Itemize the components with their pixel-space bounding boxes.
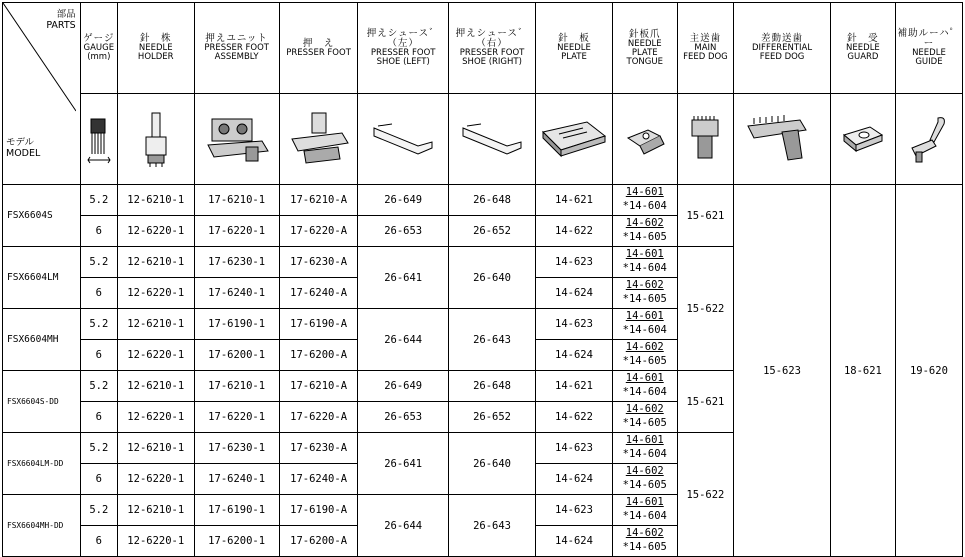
needle-holder-cell: 12-6210-1 [117, 495, 194, 526]
shoe-left-cell: 26-653 [358, 216, 448, 247]
shoe-right-cell: 26-643 [448, 309, 535, 371]
plate-tongue-cell: 14-601 *14-604 [612, 247, 677, 278]
needle-holder-cell: 12-6210-1 [117, 185, 194, 216]
gauge-value: 6 [80, 402, 117, 433]
gauge-value: 6 [80, 340, 117, 371]
presser-assembly-cell: 17-6200-1 [194, 340, 279, 371]
col-needle-guide-header: 補助ルーハ゜ ー NEEDLE GUIDE [895, 3, 962, 94]
needle-guide-icon [904, 112, 954, 167]
model-name: FSX6604LM [3, 247, 81, 309]
needle-holder-cell: 12-6220-1 [117, 464, 194, 495]
needle-holder-cell: 12-6220-1 [117, 278, 194, 309]
main-feed-dog-cell: 15-622 [677, 247, 733, 371]
col-needle-holder-header: 針 株 NEEDLE HOLDER [117, 3, 194, 94]
shoe-right-icon [457, 114, 527, 164]
needle-plate-cell: 14-623 [536, 495, 613, 526]
shoe-left-cell: 26-641 [358, 247, 448, 309]
plate-tongue-cell: 14-601 *14-604 [612, 185, 677, 216]
needle-holder-cell: 12-6220-1 [117, 216, 194, 247]
plate-tongue-cell: 14-601 *14-604 [612, 309, 677, 340]
needle-holder-cell: 12-6210-1 [117, 247, 194, 278]
needle-plate-cell: 14-622 [536, 402, 613, 433]
gauge-needles-icon [84, 114, 114, 164]
needle-plate-cell: 14-624 [536, 340, 613, 371]
presser-assembly-cell: 17-6240-1 [194, 278, 279, 309]
presser-foot-cell: 17-6210-A [279, 371, 358, 402]
shoe-right-cell: 26-648 [448, 371, 535, 402]
presser-assembly-cell: 17-6190-1 [194, 309, 279, 340]
model-label: モデル MODEL [6, 137, 41, 159]
model-name: FSX6604S-DD [3, 371, 81, 433]
presser-foot-cell: 17-6230-A [279, 247, 358, 278]
parts-label: 部品 PARTS [46, 9, 76, 31]
plate-tongue-icon [620, 114, 670, 164]
image-row [3, 94, 963, 185]
presser-assembly-cell: 17-6240-1 [194, 464, 279, 495]
gauge-value: 5.2 [80, 185, 117, 216]
presser-foot-cell: 17-6190-A [279, 309, 358, 340]
presser-assembly-cell: 17-6230-1 [194, 247, 279, 278]
presser-assembly-cell: 17-6190-1 [194, 495, 279, 526]
shoe-right-cell: 26-640 [448, 433, 535, 495]
plate-tongue-cell: 14-602 *14-605 [612, 340, 677, 371]
needle-plate-cell: 14-623 [536, 433, 613, 464]
needle-holder-cell: 12-6210-1 [117, 371, 194, 402]
presser-foot-cell: 17-6200-A [279, 340, 358, 371]
parts-table [2, 2, 963, 557]
plate-tongue-cell: 14-602 *14-605 [612, 402, 677, 433]
presser-foot-cell: 17-6240-A [279, 278, 358, 309]
shoe-right-cell: 26-643 [448, 495, 535, 557]
col-needle-guard-header: 針 受 NEEDLE GUARD [830, 3, 895, 94]
needle-holder-cell: 12-6210-1 [117, 433, 194, 464]
presser-assembly-cell: 17-6210-1 [194, 185, 279, 216]
col-needle-plate-header: 針 板 NEEDLE PLATE [536, 3, 613, 94]
presser-assembly-cell: 17-6220-1 [194, 402, 279, 433]
gauge-value: 5.2 [80, 309, 117, 340]
col-main-feed-dog-header: 主送歯 MAIN FEED DOG [677, 3, 733, 94]
differential-feed-dog-icon [742, 112, 822, 167]
model-name: FSX6604MH [3, 309, 81, 371]
presser-foot-cell: 17-6210-A [279, 185, 358, 216]
needle-plate-cell: 14-623 [536, 309, 613, 340]
presser-assembly-cell: 17-6200-1 [194, 526, 279, 557]
presser-foot-cell: 17-6230-A [279, 433, 358, 464]
shoe-left-icon [368, 114, 438, 164]
presser-foot-cell: 17-6220-A [279, 216, 358, 247]
shoe-left-cell: 26-649 [358, 371, 448, 402]
needle-plate-cell: 14-622 [536, 216, 613, 247]
needle-guard-cell: 18-621 [830, 185, 895, 557]
shoe-right-cell: 26-652 [448, 402, 535, 433]
plate-tongue-cell: 14-602 *14-605 [612, 278, 677, 309]
shoe-right-cell: 26-648 [448, 185, 535, 216]
needle-plate-cell: 14-624 [536, 526, 613, 557]
plate-tongue-cell: 14-601 *14-604 [612, 371, 677, 402]
needle-plate-cell: 14-624 [536, 278, 613, 309]
gauge-value: 6 [80, 216, 117, 247]
presser-assembly-cell: 17-6210-1 [194, 371, 279, 402]
shoe-left-cell: 26-653 [358, 402, 448, 433]
col-shoe-right-header: 押えシュース゛ （右） PRESSER FOOT SHOE (RIGHT) [448, 3, 535, 94]
gauge-value: 5.2 [80, 247, 117, 278]
shoe-left-cell: 26-644 [358, 309, 448, 371]
model-name: FSX6604S [3, 185, 81, 247]
shoe-right-cell: 26-640 [448, 247, 535, 309]
needle-guide-cell: 19-620 [895, 185, 962, 557]
needle-guard-icon [838, 117, 888, 162]
presser-assembly-cell: 17-6230-1 [194, 433, 279, 464]
needle-holder-cell: 12-6220-1 [117, 402, 194, 433]
plate-tongue-cell: 14-602 *14-605 [612, 526, 677, 557]
shoe-right-cell: 26-652 [448, 216, 535, 247]
shoe-left-cell: 26-641 [358, 433, 448, 495]
shoe-left-cell: 26-644 [358, 495, 448, 557]
needle-plate-cell: 14-624 [536, 464, 613, 495]
gauge-value: 6 [80, 278, 117, 309]
needle-plate-cell: 14-621 [536, 371, 613, 402]
gauge-value: 5.2 [80, 433, 117, 464]
corner-cell [3, 3, 81, 185]
main-feed-dog-cell: 15-621 [677, 371, 733, 433]
presser-foot-icon [284, 109, 354, 169]
col-presser-assembly-header: 押えユニット PRESSER FOOT ASSEMBLY [194, 3, 279, 94]
shoe-left-cell: 26-649 [358, 185, 448, 216]
presser-foot-cell: 17-6220-A [279, 402, 358, 433]
presser-foot-assembly-icon [202, 109, 272, 169]
main-feed-dog-cell: 15-621 [677, 185, 733, 247]
main-feed-dog-icon [680, 112, 730, 167]
presser-assembly-cell: 17-6220-1 [194, 216, 279, 247]
presser-foot-cell: 17-6200-A [279, 526, 358, 557]
table-row [3, 185, 963, 216]
needle-holder-cell: 12-6220-1 [117, 340, 194, 371]
gauge-value: 5.2 [80, 495, 117, 526]
plate-tongue-cell: 14-601 *14-604 [612, 495, 677, 526]
plate-tongue-cell: 14-602 *14-605 [612, 216, 677, 247]
gauge-value: 6 [80, 464, 117, 495]
gauge-value: 5.2 [80, 371, 117, 402]
needle-plate-cell: 14-621 [536, 185, 613, 216]
differential-feed-dog-cell: 15-623 [734, 185, 831, 557]
gauge-value: 6 [80, 526, 117, 557]
main-feed-dog-cell: 15-622 [677, 433, 733, 557]
presser-foot-cell: 17-6240-A [279, 464, 358, 495]
col-diff-feed-dog-header: 差動送歯 DIFFERENTIAL FEED DOG [734, 3, 831, 94]
col-presser-foot-header: 押 え PRESSER FOOT [279, 3, 358, 94]
needle-holder-cell: 12-6220-1 [117, 526, 194, 557]
needle-plate-cell: 14-623 [536, 247, 613, 278]
header-row [3, 3, 963, 94]
model-name: FSX6604LM-DD [3, 433, 81, 495]
model-name: FSX6604MH-DD [3, 495, 81, 557]
presser-foot-cell: 17-6190-A [279, 495, 358, 526]
plate-tongue-cell: 14-602 *14-605 [612, 464, 677, 495]
gauge-header: ゲージ GAUGE (mm) [80, 3, 117, 94]
col-shoe-left-header: 押えシュース゛ （左） PRESSER FOOT SHOE (LEFT) [358, 3, 448, 94]
plate-tongue-cell: 14-601 *14-604 [612, 433, 677, 464]
needle-plate-icon [539, 114, 609, 164]
needle-holder-cell: 12-6210-1 [117, 309, 194, 340]
needle-holder-icon [136, 109, 176, 169]
col-plate-tongue-header: 針板爪 NEEDLE PLATE TONGUE [612, 3, 677, 94]
